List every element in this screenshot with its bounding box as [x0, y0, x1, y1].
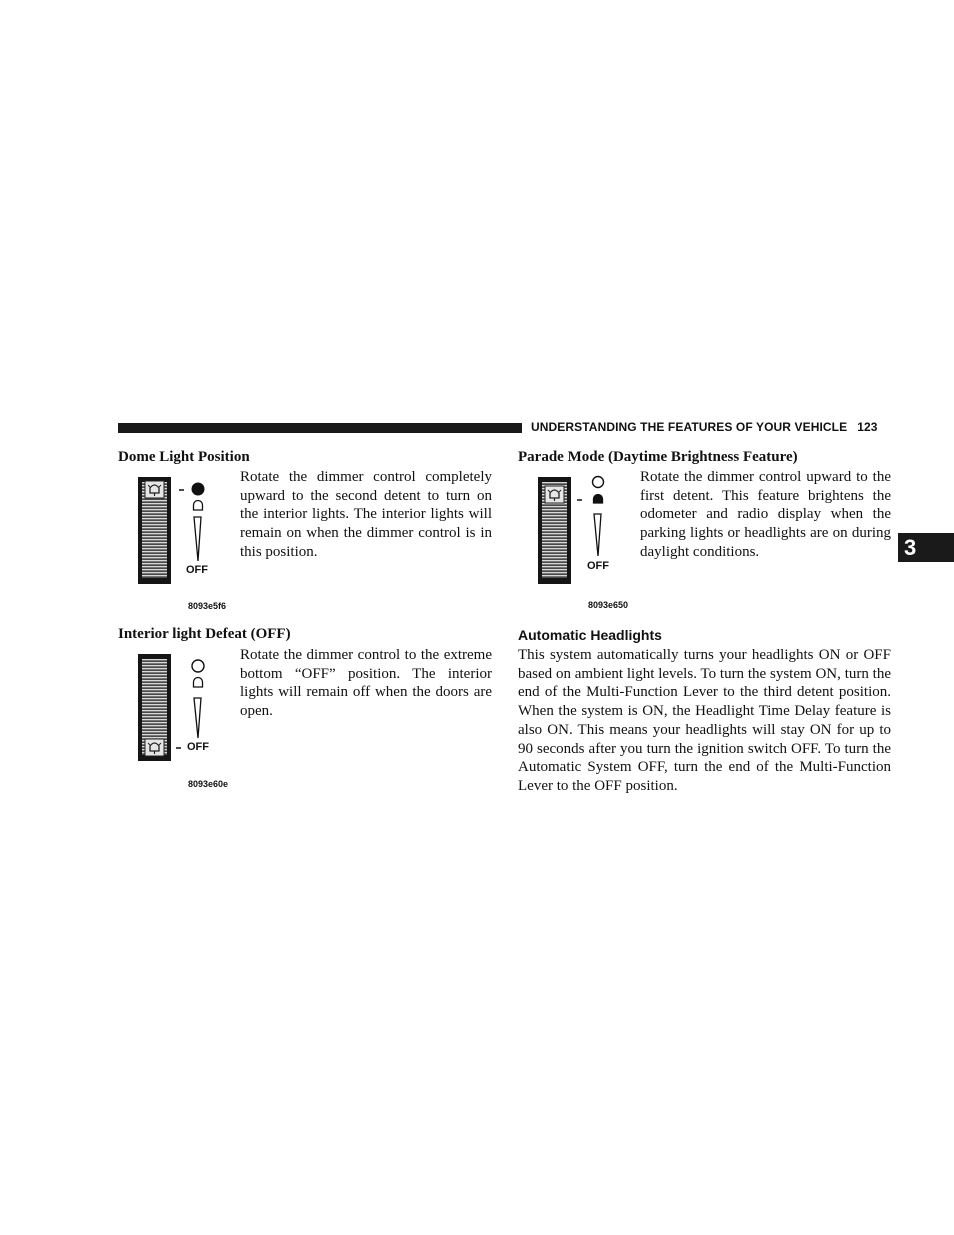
figure-code: 8093e5f6 — [188, 601, 227, 611]
running-header — [531, 420, 891, 434]
dome-light-filled-circle-icon — [192, 483, 205, 496]
brightness-wedge-icon — [194, 517, 201, 561]
brightness-wedge-icon — [594, 514, 601, 556]
brightness-wedge-icon — [194, 698, 201, 738]
dimmer-wheel — [538, 477, 571, 584]
heading-interior-light-defeat: Interior light Defeat (OFF) — [118, 626, 291, 642]
figure-dome-light-dimmer — [137, 476, 242, 588]
parade-mode-description: Rotate the dimmer control upward to the first detent. This feature brightens the odometer and radio display when the parking lights or headlights are on during daylight conditions. — [640, 469, 891, 560]
heading-automatic-headlights: Automatic Headlights — [518, 627, 662, 643]
dome-light-circle-icon — [192, 660, 204, 672]
off-label: OFF — [186, 564, 208, 576]
parade-filled-half-circle-icon — [594, 495, 603, 504]
parade-half-circle-icon — [194, 678, 203, 688]
dimmer-wheel — [138, 654, 171, 761]
heading-parade-mode: Parade Mode (Daytime Brightness Feature) — [518, 449, 798, 465]
page-number: 123 — [857, 420, 878, 434]
header-title: UNDERSTANDING THE FEATURES OF YOUR VEHICLE — [531, 420, 848, 434]
figure-code: 8093e60e — [188, 779, 229, 789]
parade-half-circle-icon — [194, 501, 203, 511]
heading-dome-light-position: Dome Light Position — [118, 449, 250, 465]
interior-defeat-description: Rotate the dimmer control to the extreme bottom “OFF” position. The interior lights will remain off when the doors are open. — [240, 647, 492, 720]
off-label: OFF — [187, 741, 209, 753]
dimmer-wheel — [138, 477, 171, 584]
figure-parade-mode-dimmer — [537, 476, 642, 588]
figure-interior-defeat-dimmer — [137, 653, 242, 765]
figure-code: 8093e650 — [588, 600, 629, 610]
off-label: OFF — [587, 560, 609, 572]
header-rule — [118, 423, 522, 433]
dome-light-description: Rotate the dimmer control completely upward to the second detent to turn on the interior lights. The interior lights will remain on when the dimmer control is in this position. — [240, 469, 492, 560]
chapter-tab: 3 — [898, 533, 954, 562]
dome-light-circle-icon — [593, 477, 604, 488]
automatic-headlights-description: This system automatically turns your headlights ON or OFF based on ambient light levels. To turn the system ON, turn the end of the Multi-Function Lever to the third detent position. When the system is ON, the Headlight Time Delay feature is also ON. This means your headlights will stay ON for up to 90 seconds after you turn the ignition switch OFF. To turn the Automatic System OFF, turn the end of the Multi-Function Lever to the OFF position. — [518, 647, 891, 794]
